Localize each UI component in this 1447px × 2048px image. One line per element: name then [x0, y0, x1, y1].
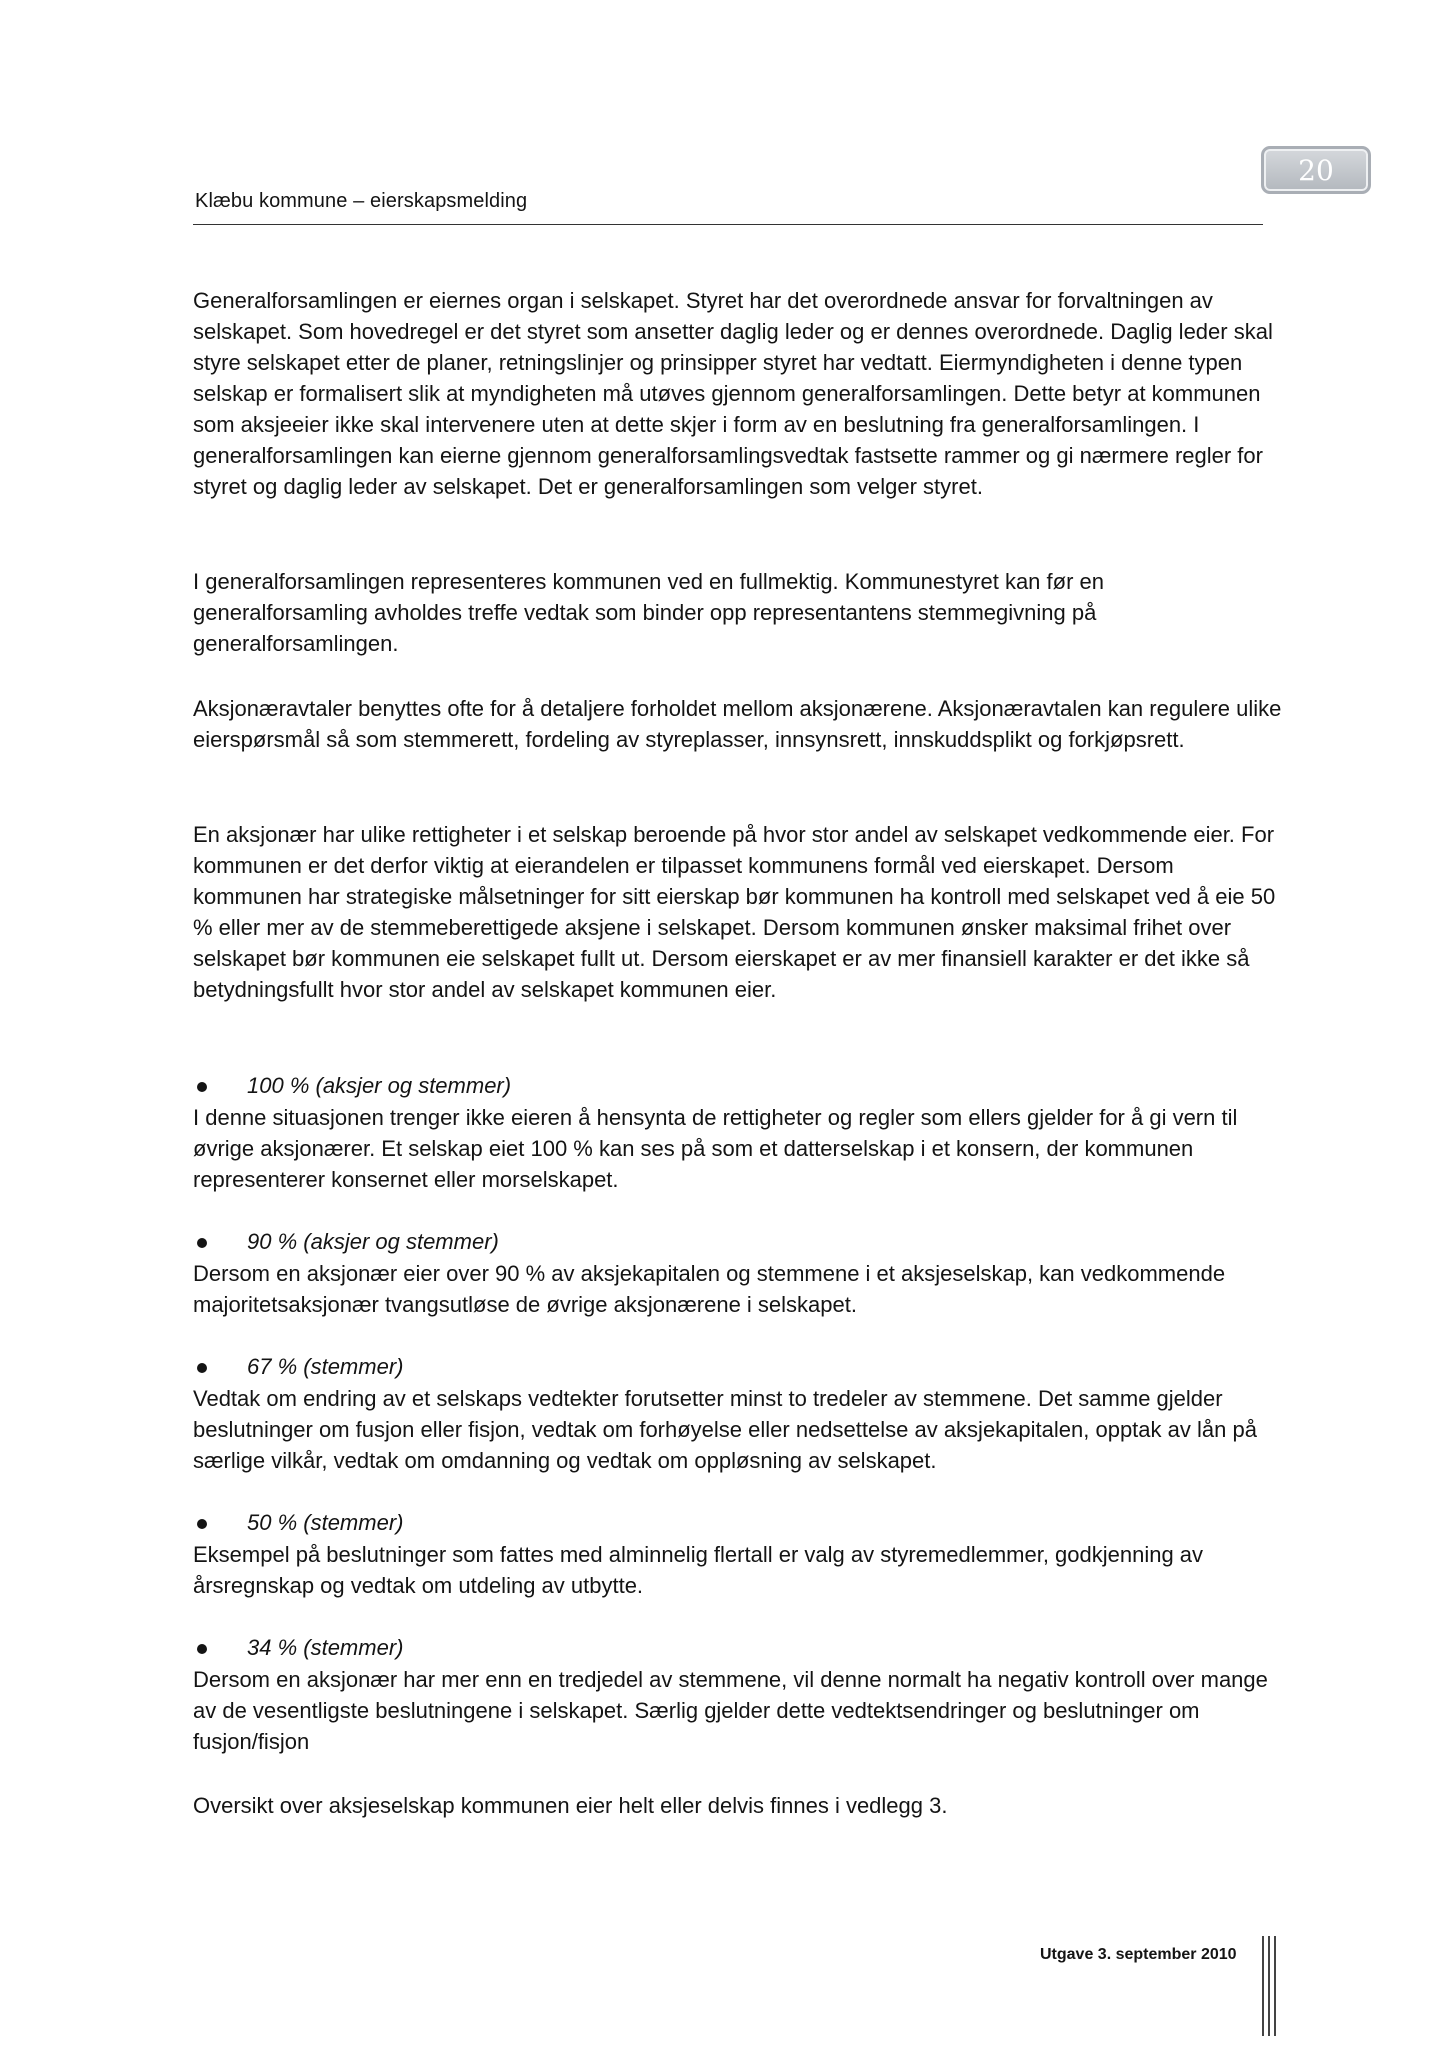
bullet-text-100: I denne situasjonen trenger ikke eieren å hensynta de rettigheter og regler som ellers gjelder for å gi vern til øvrige aksjonærer. Et selskap eiet 100 % kan ses på som et datterselskap i et konsern, der kommunen representerer konsernet eller morselskapet.: [193, 1105, 1238, 1192]
header-divider: [193, 224, 1263, 225]
bullet-text-34: Dersom en aksjonær har mer enn en tredjedel av stemmene, vil denne normalt ha negativ kontroll over mange av de vesentligste beslutningene i selskapet. Særlig gjelder dette vedtektsendringer og beslutninger om fusjon/fisjon: [193, 1667, 1268, 1754]
page-number-badge: 20: [1261, 146, 1371, 194]
bullet-icon: [197, 1644, 207, 1654]
paragraph-ownership-share: En aksjonær har ulike rettigheter i et selskap beroende på hvor stor andel av selskapet vedkommende eier. For kommunen er det derfor viktig at eierandelen er tilpasset kommunens formål ved eierskapet. Dersom kommunen har strategiske målsetninger for sitt eierskap bør kommunen ha kontroll med selskapet ved å eie 50 % eller mer av de stemmeberettigede aksjene i selskapet. Dersom kommunen ønsker maksimal frihet over selskapet bør kommunen eie selskapet fullt ut. Dersom eierskapet er av mer finansiell karakter er det ikke så betydningsfullt hvor stor andel av selskapet kommunen eier.: [193, 822, 1276, 1002]
document-title: Klæbu kommune – eierskapsmelding: [195, 190, 528, 212]
margin-marker-bars: [1262, 1936, 1276, 2036]
bullet-text-50: Eksempel på beslutninger som fattes med alminnelig flertall er valg av styremedlemmer, godkjenning av årsregnskap og vedtak om utdeling av utbytte.: [193, 1542, 1204, 1598]
bullet-heading-50: 50 % (stemmer): [193, 1507, 403, 1538]
bullet-text-67: Vedtak om endring av et selskaps vedtekter forutsetter minst to tredeler av stemmene. Det samme gjelder beslutninger om fusjon eller fisjon, vedtak om forhøyelse eller nedsettelse av aksjekapitalen, opptak av lån på særlige vilkår, vedtak om omdanning og vedtak om oppløsning av selskapet.: [193, 1386, 1257, 1473]
bullet-icon: [197, 1363, 207, 1373]
paragraph-representation: I generalforsamlingen representeres kommunen ved en fullmektig. Kommunestyret kan før en generalforsamling avholdes treffe vedtak som binder opp representantens stemmegivning på generalforsamlingen.: [193, 569, 1104, 656]
bullet-text-90: Dersom en aksjonær eier over 90 % av aksjekapitalen og stemmene i et aksjeselskap, kan vedkommende majoritetsaksjonær tvangsutløse de øvrige aksjonærene i selskapet.: [193, 1261, 1226, 1317]
bullet-heading-34: 34 % (stemmer): [193, 1632, 403, 1663]
bullet-icon: [197, 1519, 207, 1529]
bullet-icon: [197, 1238, 207, 1248]
bullet-heading-67: 67 % (stemmer): [193, 1351, 403, 1382]
paragraph-shareholder-agreements: Aksjonæravtaler benyttes ofte for å detaljere forholdet mellom aksjonærene. Aksjonæravtalen kan regulere ulike eierspørsmål så som stemmerett, fordeling av styreplasser, innsynsrett, innskuddsplikt og forkjøpsrett.: [193, 696, 1282, 752]
bullet-heading-100: 100 % (aksjer og stemmer): [193, 1070, 511, 1101]
paragraph-general-meeting: Generalforsamlingen er eiernes organ i selskapet. Styret har det overordnede ansvar for forvaltningen av selskapet. Som hovedregel er det styret som ansetter daglig leder og er dennes overordnede. Daglig leder skal styre selskapet etter de planer, retningslinjer og prinsipper styret har vedtatt. Eiermyndigheten i denne typen selskap er formalisert slik at myndigheten må utøves gjennom generalforsamlingen. Dette betyr at kommunen som aksjeeier ikke skal intervenere uten at dette skjer i form av en beslutning fra generalforsamlingen. I generalforsamlingen kan eierne gjennom generalforsamlingsvedtak fastsette rammer og gi nærmere regler for styret og daglig leder av selskapet. Det er generalforsamlingen som velger styret.: [193, 288, 1273, 499]
closing-paragraph: Oversikt over aksjeselskap kommunen eier helt eller delvis finnes i vedlegg 3.: [193, 1793, 948, 1818]
bullet-heading-90: 90 % (aksjer og stemmer): [193, 1226, 499, 1257]
bullet-icon: [197, 1082, 207, 1092]
edition-date: Utgave 3. september 2010: [1040, 1946, 1237, 1963]
